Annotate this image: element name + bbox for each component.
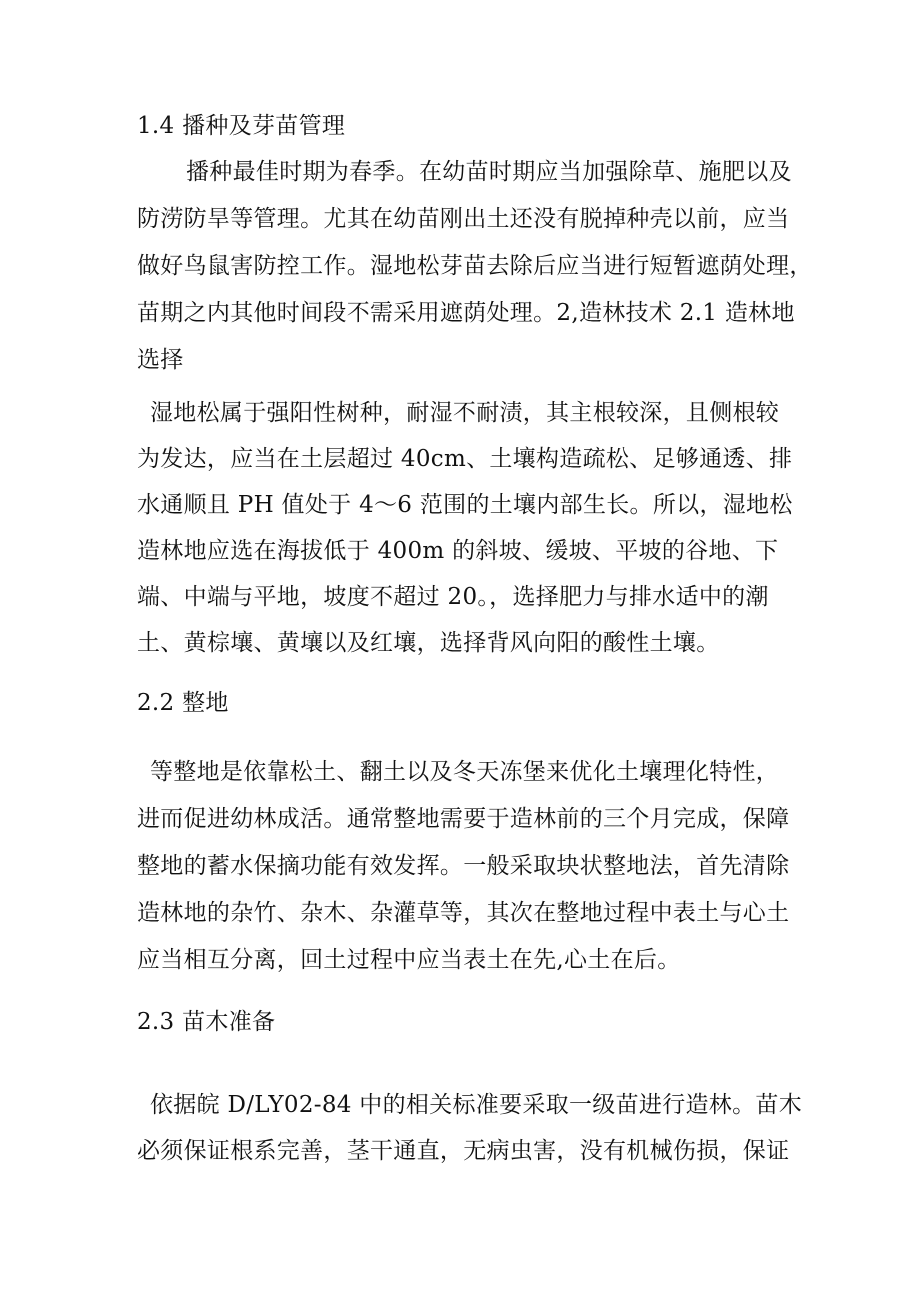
paragraph-line: 做好鸟鼠害防控工作。湿地松芽苗去除后应当进行短暂遮荫处理，	[137, 253, 813, 279]
section-heading-2-3: 2.3 苗木准备	[137, 1009, 276, 1035]
paragraph-line: 防涝防旱等管理。尤其在幼苗刚出土还没有脱掉种壳以前，应当	[137, 206, 790, 232]
paragraph-line: 选择	[137, 347, 184, 373]
paragraph-line: 水通顺且 PH 值处于 4～6 范围的土壤内部生长。所以，湿地松	[137, 492, 793, 518]
paragraph-line: 整地的蓄水保摘功能有效发挥。一般采取块状整地法，首先清除	[137, 853, 790, 879]
paragraph-line: 等整地是依靠松土、翻土以及冬天冻堡来优化土壤理化特性，	[150, 759, 780, 785]
paragraph-line: 苗期之内其他时间段不需采用遮荫处理。2,造林技术 2.1 造林地	[137, 300, 795, 326]
paragraph-line: 造林地应选在海拔低于 400m 的斜坡、缓坡、平坡的谷地、下	[137, 538, 779, 564]
paragraph-line: 进而促进幼林成活。通常整地需要于造林前的三个月完成，保障	[137, 806, 790, 832]
paragraph-line: 造林地的杂竹、杂木、杂灌草等，其次在整地过程中表土与心土	[137, 900, 790, 926]
paragraph-line: 为发达，应当在土层超过 40cm、土壤构造疏松、足够通透、排	[137, 446, 793, 472]
section-heading-1-4: 1.4 播种及芽苗管理	[137, 113, 346, 139]
section-heading-2-2: 2.2 整地	[137, 690, 229, 716]
paragraph-line: 必须保证根系完善，茎干通直，无病虫害，没有机械伤损，保证	[137, 1138, 790, 1164]
paragraph-line: 依据皖 D/LY02-84 中的相关标准要采取一级苗进行造林。苗木	[150, 1092, 803, 1118]
paragraph-line: 土、黄棕壤、黄壤以及红壤，选择背风向阳的酸性土壤。	[137, 630, 720, 656]
paragraph-line: 端、中端与平地，坡度不超过 20。，选择肥力与排水适中的潮	[137, 584, 769, 610]
paragraph-line: 应当相互分离，回土过程中应当表土在先,心土在后。	[137, 947, 681, 973]
paragraph-line: 湿地松属于强阳性树种，耐湿不耐渍，其主根较深，且侧根较	[150, 400, 780, 426]
paragraph-line: 播种最佳时期为春季。在幼苗时期应当加强除草、施肥以及	[186, 159, 792, 185]
